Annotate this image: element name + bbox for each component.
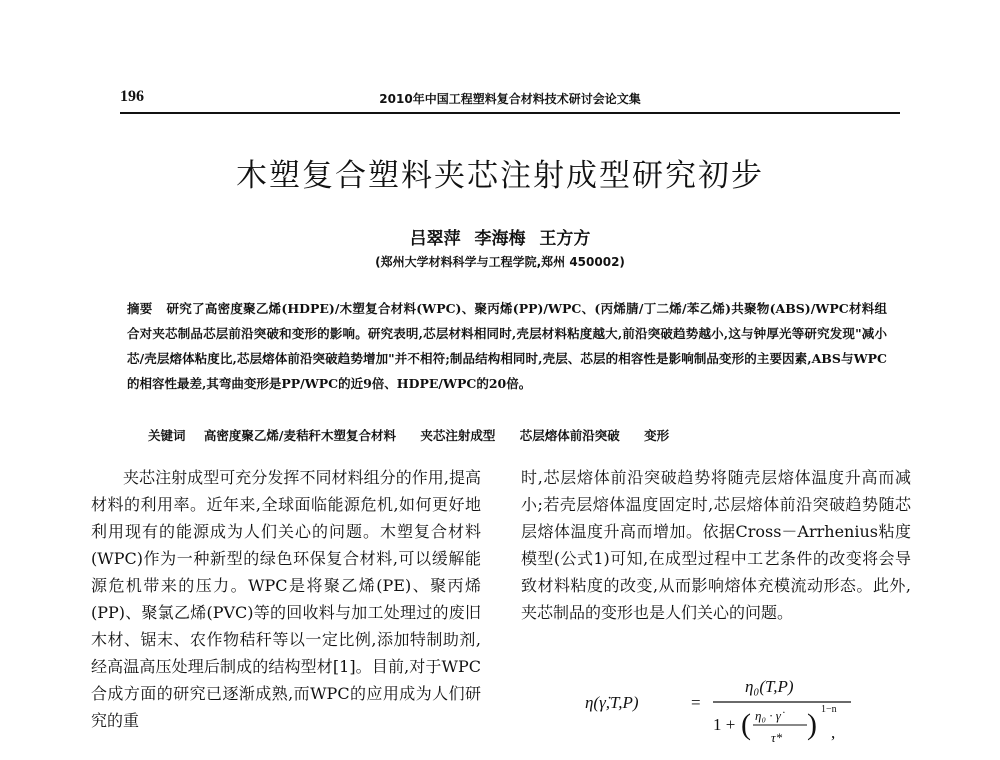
header-rule [120, 112, 900, 114]
paper-title: 木塑复合塑料夹芯注射成型研究初步 [236, 158, 764, 194]
equation-denominator-one: 1 + [713, 715, 736, 734]
keyword: 芯层熔体前沿突破 [519, 428, 620, 443]
body-column-left [91, 464, 481, 734]
abstract [127, 296, 887, 396]
equation-trailing: , [831, 723, 836, 742]
author-list [0, 224, 1000, 249]
keyword: 高密度聚乙烯/麦秸秆木塑复合材料 [203, 428, 396, 443]
abstract-text: 研究了高密度聚乙烯(HDPE)/木塑复合材料(WPC)、聚丙烯(PP)/WPC、(丙烯腈/丁二烯/苯乙烯)共聚物(ABS)/WPC材料组合对夹芯制品芯层前沿突破和变形的影响。研究表明,芯层材料相同时,壳层材料粘度越大,前沿突破趋势越小,这与钟厚光等研究发现"减小芯/壳层熔体粘度比,芯层熔体前沿突破趋势增加"并不相符;制品结构相同时,壳层、芯层的相容性是影响制品变形的主要因素,ABS与WPC的相容性最差,其弯曲变形是PP/WPC的近9倍、HDPE/WPC的20倍。 [127, 301, 887, 391]
affiliation: (郑州大学材料科学与工程学院,郑州 450002) [375, 255, 625, 269]
equation-exponent: 1−n [821, 704, 837, 715]
keywords-label: 关键词 [148, 428, 186, 443]
keyword: 变形 [644, 428, 670, 443]
author: 王方方 [539, 229, 591, 249]
keyword: 夹芯注射成型 [420, 428, 496, 443]
body-paragraph: 夹芯注射成型可充分发挥不同材料组分的作用,提高材料的利用率。近年来,全球面临能源危机,如何更好地利用现有的能源成为人们关心的问题。木塑复合材料(WPC)作为一种新型的绿色环保复合材料,可以缓解能源危机带来的压力。WPC是将聚乙烯(PE)、聚丙烯(PP)、聚氯乙烯(PVC)等的回收料与加工处理过的废旧木材、锯末、农作物秸秆等以一定比例,添加特制助剂,经高温高压处理后制成的结构型材[1]。目前,对于WPC合成方面的研究已逐渐成熟,而WPC的应用成为人们研究的重 [91, 468, 481, 730]
equation-inner-top: η₀ · γ̇ [755, 708, 781, 723]
equation-1 [585, 672, 865, 752]
running-head: 2010年中国工程塑料复合材料技术研讨会论文集 [379, 92, 641, 106]
paren-close: ) [807, 708, 817, 741]
author: 吕翠萍 [409, 229, 461, 249]
page-header [120, 88, 900, 110]
equation-graphic [585, 672, 865, 752]
keywords [148, 426, 888, 444]
paren-open: ( [741, 708, 751, 741]
equation-inner-bottom: τ* [771, 730, 783, 745]
abstract-label: 摘要 [127, 301, 153, 316]
equation-lhs: η(γ̇,T,P) [585, 693, 639, 712]
equation-numerator: η₀(T,P) [745, 677, 794, 696]
page-number: 196 [120, 88, 144, 105]
body-column-right [521, 464, 911, 626]
equation-equals: = [691, 693, 701, 712]
author: 李海梅 [474, 229, 526, 249]
body-paragraph: 时,芯层熔体前沿突破趋势将随壳层熔体温度升高而减小;若壳层熔体温度固定时,芯层熔体前沿突破趋势随芯层熔体温度升高而增加。依据Cross－Arrhenius粘度模型(公式1)可知,在成型过程中工艺条件的改变将会导致材料粘度的改变,从而影响熔体充模流动形态。此外,夹芯制品的变形也是人们关心的问题。 [521, 468, 911, 622]
